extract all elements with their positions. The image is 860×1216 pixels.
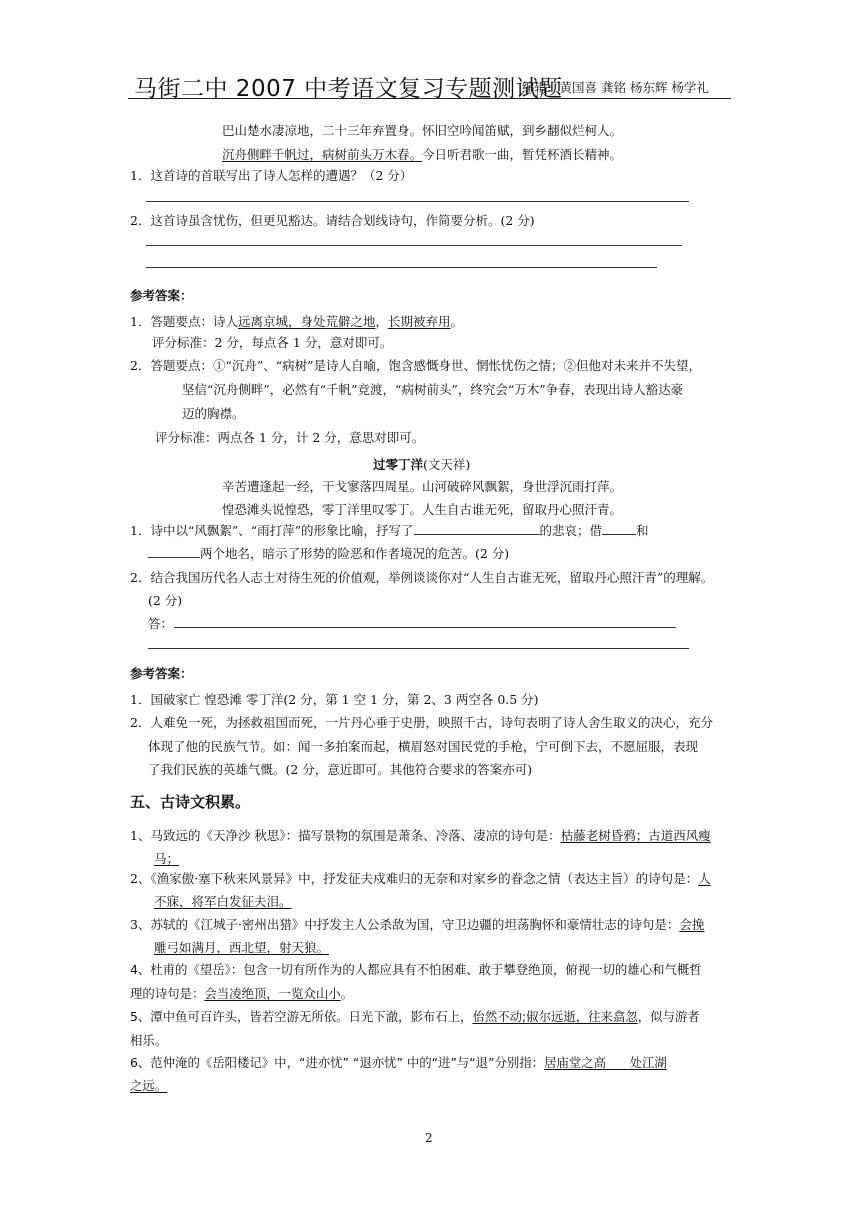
answer-line xyxy=(146,267,657,268)
answer-heading-1: 参考答案： xyxy=(130,288,193,303)
item-5-line1 xyxy=(130,1007,700,1025)
item-answer: 人 xyxy=(698,871,711,886)
item-text: 。 xyxy=(340,986,354,1001)
page-header-title: 马街二中 2007 中考语文复习专题测试题 xyxy=(134,76,563,102)
poem2-line2: 惶恐滩头说惶恐，零丁洋里叹零丁。人生自古谁无死，留取丹心照汗青。 xyxy=(222,502,623,517)
answer-2-1: 1．国破家亡 惶恐滩 零丁洋(2 分，第 1 空 1 分，第 2、3 两空各 0.5 分) xyxy=(130,692,539,707)
question-text: 的悲哀；借 xyxy=(539,523,603,538)
item-answer: 佁然不动;俶尔远逝，往来翕忽 xyxy=(472,1009,638,1024)
page-number: 2 xyxy=(425,1131,433,1145)
item-text: 3、苏轼的《江城子·密州出猎》中抒发主人公杀敌为国，守卫边疆的坦荡胸怀和豪情壮志的诗句是： xyxy=(130,917,680,932)
question-2-2-line2: (2 分) xyxy=(148,593,183,608)
fill-blank[interactable] xyxy=(414,523,540,535)
item-6-line1 xyxy=(130,1053,667,1071)
item-answer: 会当凌绝顶，一览众山小 xyxy=(204,986,341,1001)
item-4-line2 xyxy=(130,984,353,1002)
question-text: 1．诗中以“风飘絮”、“雨打萍”的形象比喻，抒写了 xyxy=(130,523,414,538)
fill-blank[interactable] xyxy=(602,523,636,535)
answer-line xyxy=(146,245,682,246)
item-2-line1 xyxy=(130,869,711,887)
answer-text: 。 xyxy=(450,314,464,329)
answer-2-2-line3: 了我们民族的英雄气慨。(2 分，意近即可。其他符合要求的答案亦可) xyxy=(148,762,533,777)
poem1-line2-rest: 今日听君歌一曲，暂凭杯酒长精神。 xyxy=(422,147,623,162)
item-text: 5、潭中鱼可百许头，皆若空游无所依。日光下澈，影布石上， xyxy=(130,1009,473,1024)
item-1-line2: 马； xyxy=(154,851,180,866)
question-text: 和 xyxy=(636,523,649,538)
item-text: 2、《渔家傲·塞下秋来风景异》中，抒发征夫戍难归的无奈和对家乡的眷念之情（表达主旨）的诗句是： xyxy=(130,871,699,886)
poem1-line2 xyxy=(222,145,622,163)
answer-keypoint: 长期被弃用 xyxy=(388,314,451,329)
item-answer: 枯藤老树昏鸦；古道西风瘦 xyxy=(560,828,711,843)
item-answer: 会挽 xyxy=(679,917,705,932)
header-divider xyxy=(128,98,731,99)
answer-label: 答： xyxy=(148,616,174,631)
answer-line xyxy=(146,201,689,202)
poem2-line1: 辛苦遭逢起一经，干戈寥落四周星。山河破碎风飘絮，身世浮沉雨打萍。 xyxy=(222,479,623,494)
question-2-1-line1 xyxy=(130,521,649,539)
question-2-1-line2 xyxy=(148,544,509,562)
answer-keypoint: 远离京城，身处荒僻之地 xyxy=(237,314,376,329)
page-header-editors: 编辑：黄国喜 龚铭 杨东辉 杨学礼 xyxy=(522,80,709,95)
item-text: 6、范仲淹的《岳阳楼记》中，“进亦忧” “退亦忧” 中的“进”与“退”分别指： xyxy=(130,1055,545,1070)
item-6-line2: 之远。 xyxy=(130,1078,168,1093)
poem2-title-text: 过零丁洋 xyxy=(373,457,424,472)
answer-text: 1．答题要点：诗人 xyxy=(130,314,238,329)
item-text: 1、马致远的《天净沙 秋思》：描写景物的氛围是萧条、冷落、凄凉的诗句是： xyxy=(130,828,561,843)
poem1-line1: 巴山楚水凄凉地，二十三年弃置身。怀旧空吟闻笛赋，到乡翻似烂柯人。 xyxy=(222,123,623,138)
answer-1-2-score: 评分标准：两点各 1 分，计 2 分，意思对即可。 xyxy=(155,430,425,445)
answer-heading-2: 参考答案： xyxy=(130,666,193,681)
item-1-line1 xyxy=(130,826,711,844)
item-answer: 居庙堂之高 处江湖 xyxy=(544,1055,667,1070)
question-2-2-line1: 2．结合我国历代名人志士对待生死的价值观，举例谈谈你对“人生自古谁无死，留取丹心照汗青”的理解。 xyxy=(130,570,714,585)
item-text: ，似与游者 xyxy=(637,1009,700,1024)
answer-line[interactable] xyxy=(148,648,689,649)
item-2-line2: 不寐，将军白发征夫泪。 xyxy=(154,894,292,909)
question-text: 两个地名，暗示了形势的险恶和作者境况的危苦。(2 分) xyxy=(200,546,510,561)
question-1-2: 2．这首诗虽含忧伤，但更见豁达。请结合划线诗句，作简要分析。(2 分) xyxy=(130,213,535,228)
answer-1-2-line3: 迈的胸襟。 xyxy=(182,406,245,421)
item-5-line2: 相乐。 xyxy=(130,1033,168,1048)
poem2-title xyxy=(373,455,470,473)
item-text: 理的诗句是： xyxy=(130,986,205,1001)
answer-1-2-line1: 2．答题要点：①“沉舟”、“病树”是诗人自喻，饱含感慨身世、惘怅忧伤之情；②但他对未来并不失望， xyxy=(130,358,702,373)
question-1-1: 1．这首诗的首联写出了诗人怎样的遭遇？（2 分） xyxy=(130,168,413,183)
poem1-underlined-verse: 沉舟侧畔千帆过，病树前头万木春。 xyxy=(222,147,423,162)
answer-text: ， xyxy=(375,314,388,329)
answer-1-1-score: 评分标准：2 分，每点各 1 分，意对即可。 xyxy=(152,335,393,350)
item-3-line2: 雕弓如满月，西北望，射天狼。 xyxy=(154,940,330,955)
answer-1-2-line2: 坚信“沉舟侧畔”，必然有“千帆”竞渡，“病树前头”，终究会“万木”争春，表现出诗人豁达豪 xyxy=(182,382,684,397)
item-3-line1 xyxy=(130,915,704,933)
answer-1-1 xyxy=(130,312,463,330)
fill-blank[interactable] xyxy=(148,546,200,558)
answer-2-2-line2: 体现了他的民族气节。如：闻一多拍案而起，横眉怒对国民党的手枪，宁可倒下去，不愿屈服，表现 xyxy=(148,739,699,754)
answer-line[interactable] xyxy=(174,627,676,628)
answer-2-2-line1: 2．人难免一死，为拯救祖国而死，一片丹心垂于史册，映照千古，诗句表明了诗人舍生取义的决心，充分 xyxy=(130,715,713,730)
poem2-author: (文天祥) xyxy=(423,457,471,472)
section-5-title: 五、古诗文积累。 xyxy=(130,793,251,811)
item-4-line1: 4、杜甫的《望岳》：包含一切有所作为的人都应具有不怕困难、敢于攀登绝顶，俯视一切的雄心和气概哲 xyxy=(130,962,702,977)
